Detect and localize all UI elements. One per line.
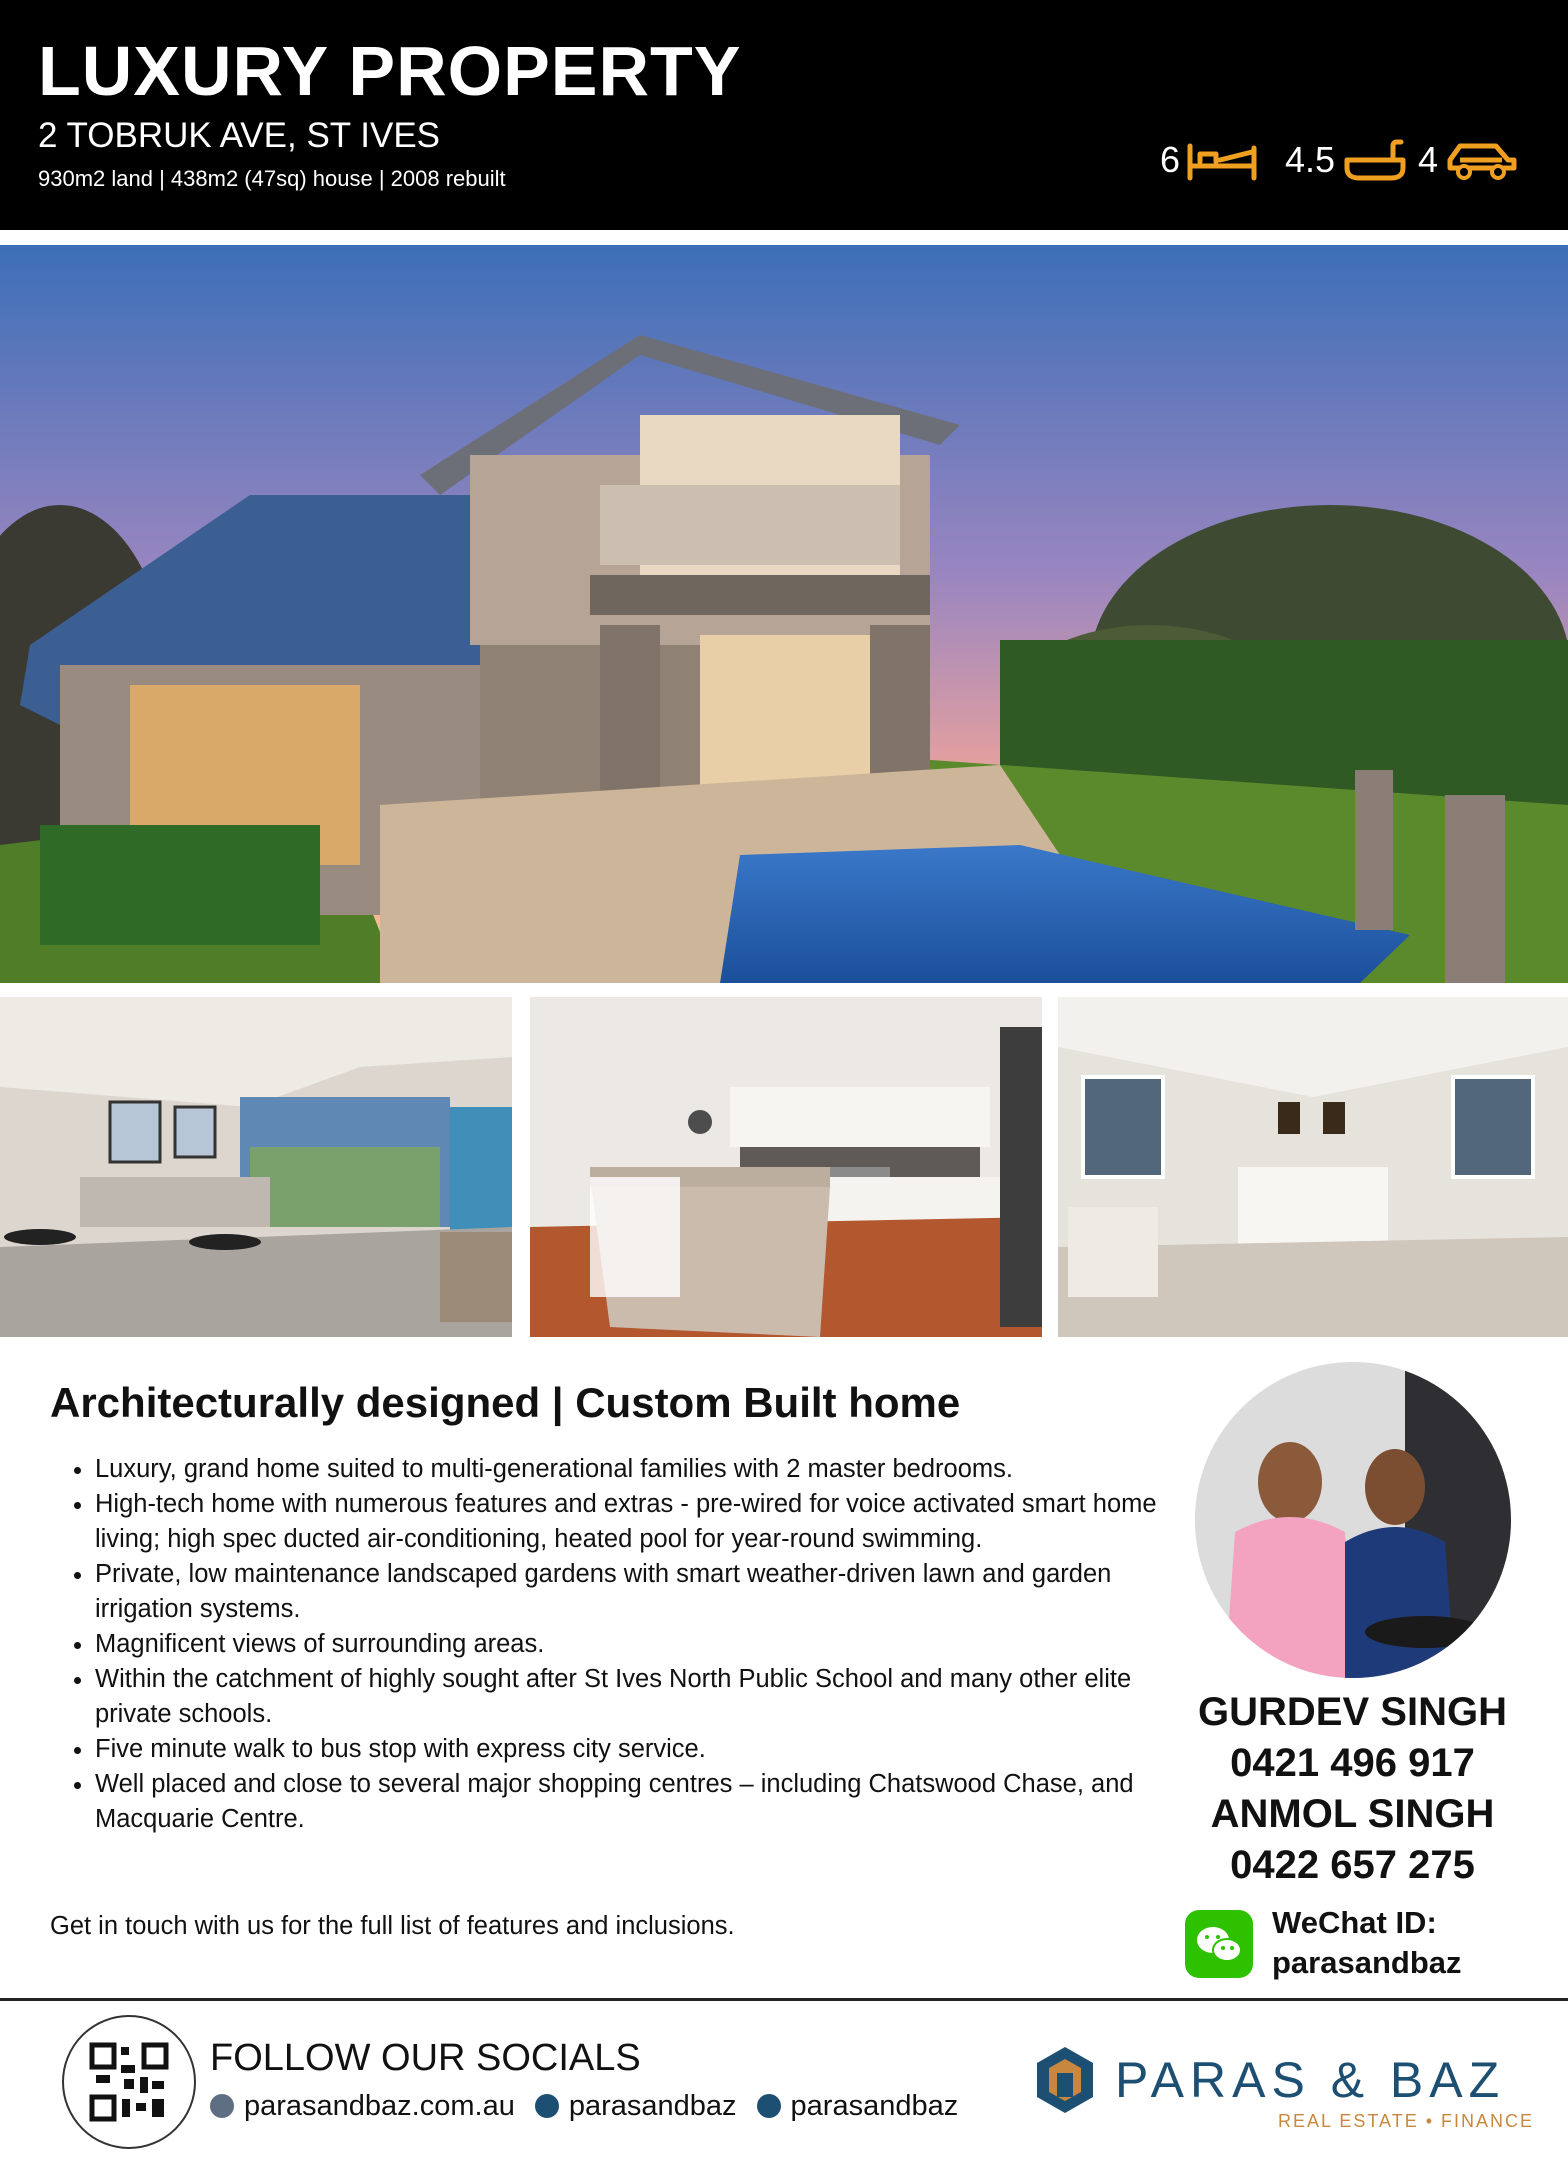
feature-list xyxy=(55,1452,1210,1837)
agent-1-phone[interactable]: 0421 496 917 xyxy=(1230,1741,1475,1785)
website-link[interactable]: parasandbaz.com.au xyxy=(244,2090,515,2122)
footer-divider xyxy=(0,1998,1568,2001)
bed-icon xyxy=(1186,138,1260,182)
header-banner xyxy=(0,0,1568,230)
follow-socials-heading: FOLLOW OUR SOCIALS xyxy=(210,2037,641,2079)
list-item: • Well placed and close to several major shopping centres – including Chatswood Chase, and Macquarie Centre. xyxy=(95,1767,1210,1837)
wechat-icon xyxy=(1185,1910,1253,1978)
globe-icon xyxy=(210,2094,234,2118)
car-icon xyxy=(1444,138,1518,182)
social-links xyxy=(210,2088,958,2124)
bathrooms-count: 4.5 xyxy=(1285,139,1336,180)
bathrooms-feature xyxy=(1285,140,1411,180)
parking-count: 4 xyxy=(1418,139,1439,180)
hero-photo-house-exterior xyxy=(0,245,1568,983)
wechat-info xyxy=(1272,1903,1462,1983)
call-to-action: Get in touch with us for the full list of features and inclusions. xyxy=(50,1912,735,1940)
agent-2-phone[interactable]: 0422 657 275 xyxy=(1230,1843,1475,1887)
list-item: • High-tech home with numerous features and extras - pre-wired for voice activated smart home living; high spec ducted air-conditioning, heated pool for year-round swimming. xyxy=(95,1487,1210,1557)
instagram-link[interactable]: parasandbaz xyxy=(790,2090,959,2122)
wechat-id[interactable]: parasandbaz xyxy=(1272,1945,1462,1980)
facebook-link[interactable]: parasandbaz xyxy=(568,2090,737,2122)
agent-1-name: GURDEV SINGH xyxy=(1198,1690,1507,1734)
photo-bedroom xyxy=(1058,997,1568,1337)
list-item: • Magnificent views of surrounding areas. xyxy=(95,1627,1210,1662)
instagram-icon xyxy=(757,2094,781,2118)
page-title: LUXURY PROPERTY xyxy=(38,32,742,110)
wechat-label: WeChat ID: xyxy=(1272,1905,1437,1940)
brand-logo-icon xyxy=(1035,2045,1095,2120)
bath-icon xyxy=(1341,138,1411,182)
property-details: 930m2 land | 438m2 (47sq) house | 2008 rebuilt xyxy=(38,166,506,191)
description-headline: Architecturally designed | Custom Built home xyxy=(50,1379,961,1426)
property-address: 2 TOBRUK AVE, ST IVES xyxy=(38,116,441,155)
photo-living-room xyxy=(0,997,512,1337)
brand-name: PARAS & BAZ xyxy=(1115,2052,1506,2108)
list-item: • Within the catchment of highly sought after St Ives North Public School and many other elite private schools. xyxy=(95,1662,1210,1732)
list-item: • Five minute walk to bus stop with express city service. xyxy=(95,1732,1210,1767)
parking-feature xyxy=(1418,140,1518,180)
bedrooms-feature xyxy=(1160,140,1260,180)
qr-code[interactable] xyxy=(62,2015,196,2149)
photo-kitchen xyxy=(530,997,1042,1337)
list-item: • Luxury, grand home suited to multi-generational families with 2 master bedrooms. xyxy=(95,1452,1210,1487)
agent-2-name: ANMOL SINGH xyxy=(1210,1792,1495,1836)
agents-portrait xyxy=(1195,1362,1511,1678)
facebook-icon xyxy=(535,2094,559,2118)
bedrooms-count: 6 xyxy=(1160,139,1181,180)
brand-tagline: REAL ESTATE • FINANCE xyxy=(1278,2111,1535,2131)
list-item: • Private, low maintenance landscaped gardens with smart weather-driven lawn and garden irrigation systems. xyxy=(95,1557,1210,1627)
